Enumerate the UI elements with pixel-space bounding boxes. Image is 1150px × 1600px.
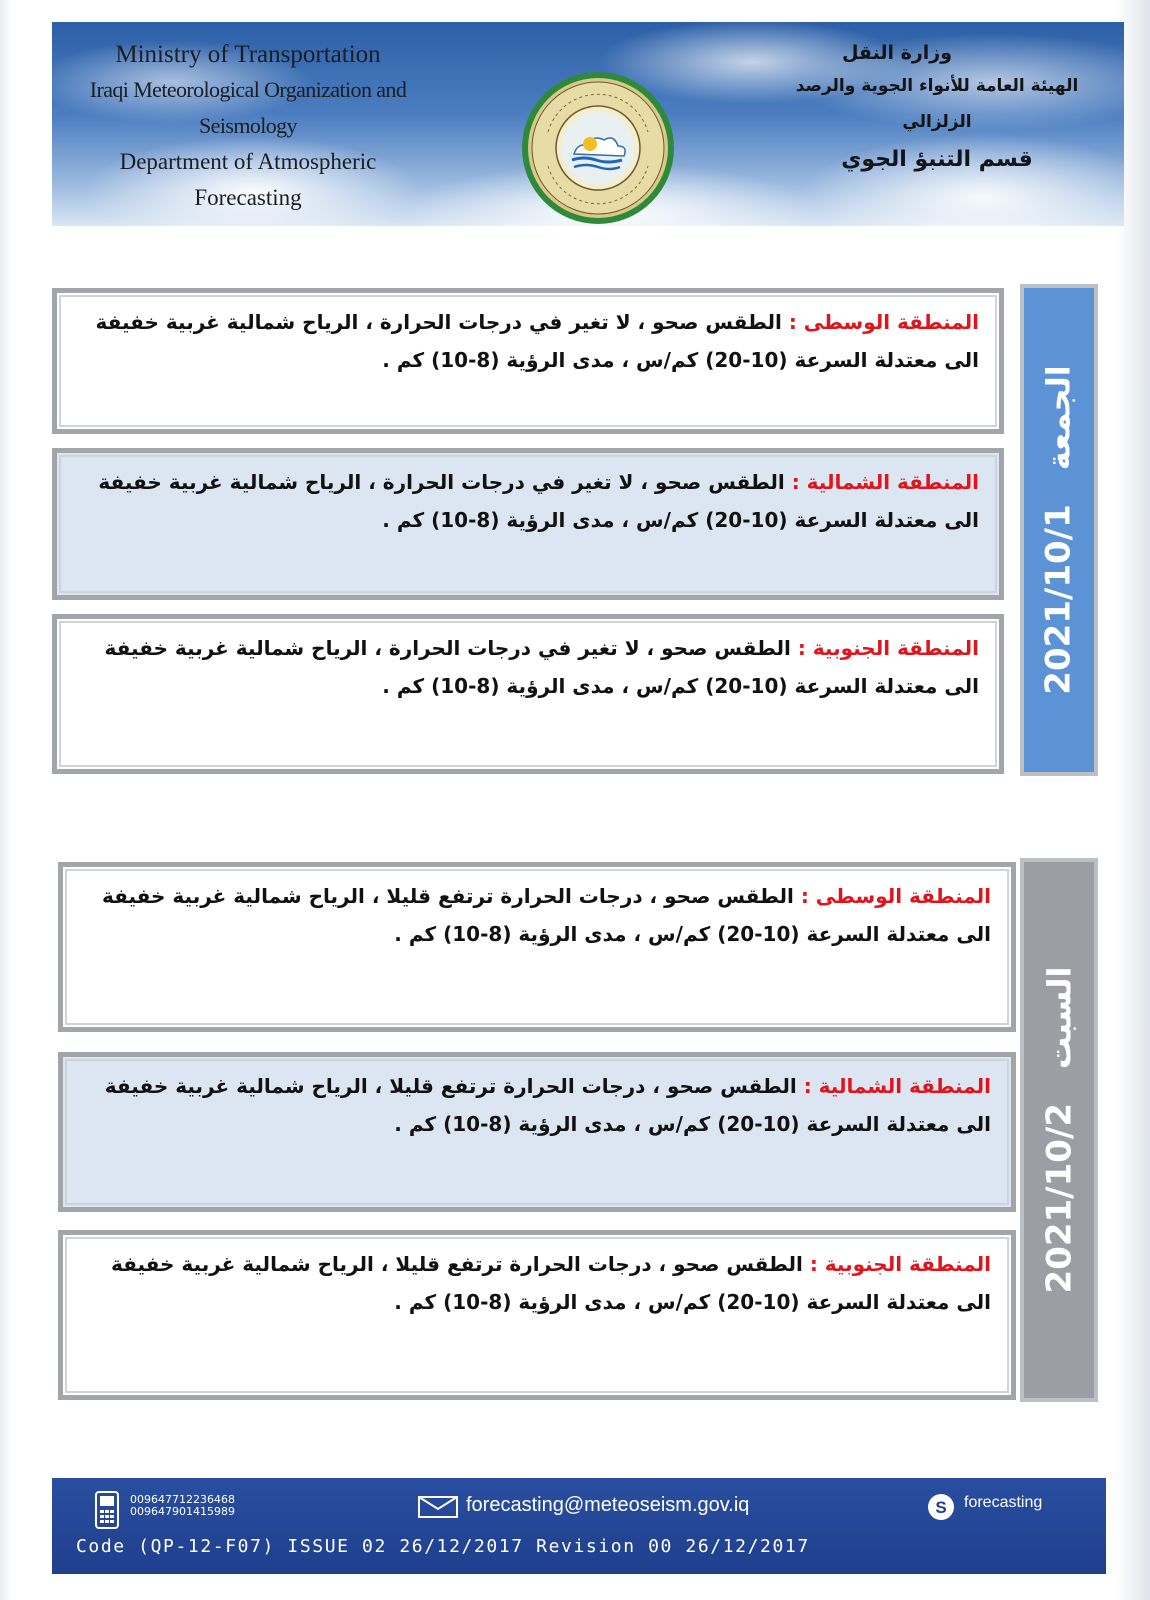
document-code-line: Code (QP-12-F07) ISSUE 02 26/12/2017 Revision 00 26/12/2017	[76, 1536, 810, 1557]
day2-central-region	[58, 862, 1016, 1032]
day1-northern-region	[52, 448, 1004, 600]
region-name: المنطقة الوسطى :	[800, 884, 991, 908]
region-name: المنطقة الوسطى :	[788, 310, 979, 334]
day2-southern-region	[58, 1230, 1016, 1400]
page-edge-right	[1116, 0, 1150, 1600]
day2-date-bar	[1020, 858, 1098, 1402]
organization-name: Iraqi Meteorological Organization and Seismology	[89, 77, 407, 138]
region-name: المنطقة الجنوبية :	[809, 1252, 991, 1276]
region-forecast: الطقس صحو ، درجات الحرارة ترتفع قليلا ، الرياح شمالية غربية خفيفة الى معتدلة السرعة (10-20) كم/س ، مدى الرؤية (8-10) كم .	[110, 1252, 991, 1314]
phone-number-1: 009647712236468	[130, 1493, 235, 1506]
organization-logo-icon	[518, 68, 678, 226]
svg-text:S: S	[935, 1498, 947, 1517]
region-forecast: الطقس صحو ، لا تغير في درجات الحرارة ، الرياح شمالية غربية خفيفة الى معتدلة السرعة (10-20) كم/س ، مدى الرؤية (8-10) كم .	[98, 470, 979, 532]
footer-bar	[52, 1478, 1106, 1574]
region-forecast: الطقس صحو ، لا تغير في درجات الحرارة ، الرياح شمالية غربية خفيفة الى معتدلة السرعة (10-20) كم/س ، مدى الرؤية (8-10) كم .	[95, 310, 979, 372]
region-name: المنطقة الشمالية :	[791, 470, 979, 494]
ministry-name-arabic: وزارة النقل	[841, 42, 953, 64]
region-name: المنطقة الجنوبية :	[797, 636, 979, 660]
phone-number-2: 009647901415989	[130, 1505, 235, 1518]
english-header	[68, 38, 428, 216]
day2-day-name: السبت	[1040, 966, 1079, 1070]
skype-handle: forecasting	[964, 1494, 1043, 1511]
day1-central-region	[52, 288, 1004, 434]
header-banner	[52, 22, 1124, 226]
day2-date-label	[1039, 967, 1079, 1294]
phone-icon	[94, 1490, 120, 1530]
phone-numbers	[130, 1494, 235, 1518]
department-name-arabic: قسم التنبؤ الجوي	[841, 147, 1033, 172]
day2-northern-region	[58, 1052, 1016, 1212]
skype-icon	[926, 1492, 956, 1522]
organization-name-arabic: الهيئة العامة للأنواء الجوية والرصد الزلزالي	[795, 76, 1079, 132]
day1-day-name: الجمعة	[1040, 365, 1078, 471]
day2-date: 2021/10/2	[1039, 1103, 1080, 1294]
day1-southern-region	[52, 614, 1004, 774]
ministry-name: Ministry of Transportation	[115, 41, 381, 68]
day1-date-bar	[1020, 284, 1098, 776]
arabic-header	[772, 38, 1102, 180]
mail-icon	[418, 1496, 458, 1518]
region-forecast: الطقس صحو ، درجات الحرارة ترتفع قليلا ، الرياح شمالية غربية خفيفة الى معتدلة السرعة (10-20) كم/س ، مدى الرؤية (8-10) كم .	[104, 1074, 991, 1136]
day1-date: 2021/10/1	[1039, 504, 1079, 695]
page-edge-left	[0, 0, 12, 1600]
day1-date-label	[1039, 365, 1079, 694]
contact-email[interactable]: forecasting@meteoseism.gov.iq	[466, 1494, 750, 1516]
region-forecast: الطقس صحو ، لا تغير في درجات الحرارة ، الرياح شمالية غربية خفيفة الى معتدلة السرعة (10-20) كم/س ، مدى الرؤية (8-10) كم .	[104, 636, 979, 698]
region-forecast: الطقس صحو ، درجات الحرارة ترتفع قليلا ، الرياح شمالية غربية خفيفة الى معتدلة السرعة (10-20) كم/س ، مدى الرؤية (8-10) كم .	[101, 884, 991, 946]
region-name: المنطقة الشمالية :	[803, 1074, 991, 1098]
department-name: Department of Atmospheric Forecasting	[119, 149, 377, 210]
